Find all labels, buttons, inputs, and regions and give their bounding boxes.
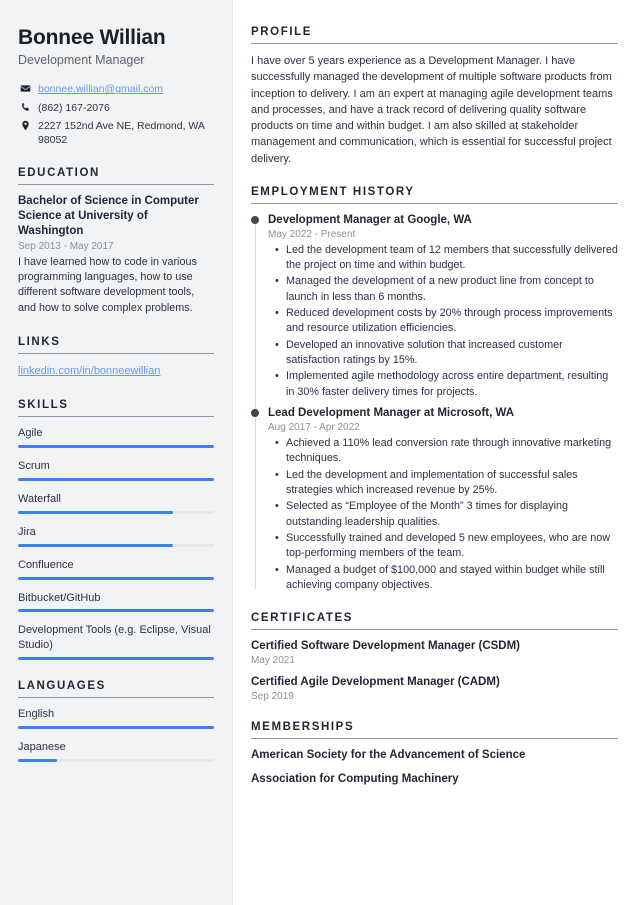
job-bullets xyxy=(268,436,618,593)
candidate-name: Bonnee Willian xyxy=(18,26,166,49)
skill-label: Scrum xyxy=(18,460,50,473)
skill-bar-fill xyxy=(18,445,214,448)
job-bullet: • Selected as “Employee of the Month” 3 times for displaying outstanding leadership qualities. xyxy=(286,499,618,530)
candidate-job-title: Development Manager xyxy=(18,53,145,68)
profile-text: I have over 5 years experience as a Development Manager. I have successfully managed the development of multiple software products from inception to delivery. I am an expert at managing agile development teams and processes, and have a track record of delivering quality software products on time and within budget. I am also skilled at stakeholder management and communication, which is essential for successful project delivery. xyxy=(251,55,613,165)
job-bullet: • Implemented agile methodology across entire department, resulting in 30% faster delivery times for projects. xyxy=(286,369,618,400)
certificate-date: May 2021 xyxy=(251,655,295,667)
skill-item xyxy=(18,623,214,660)
timeline-dot-icon xyxy=(251,409,259,417)
contact-phone xyxy=(18,101,214,115)
languages-heading: LANGUAGES xyxy=(18,680,214,698)
skill-label: Agile xyxy=(18,427,43,440)
skill-label: Waterfall xyxy=(18,493,61,506)
certificate-item xyxy=(251,675,618,702)
certificate-title: Certified Software Development Manager (CSDM) xyxy=(251,640,521,653)
job-bullet: • Led the development team of 12 members that successfully delivered the project on time and within budget. xyxy=(286,243,618,274)
phone-icon xyxy=(18,101,32,113)
links-list xyxy=(18,363,214,380)
skill-item xyxy=(18,459,214,481)
skill-bar-fill xyxy=(18,478,214,481)
profile-heading: PROFILE xyxy=(251,26,618,44)
job-bullet: • Managed a budget of $100,000 and stayed within budget while still achieving company objectives. xyxy=(286,563,618,594)
education-description: I have learned how to code in various programming languages, how to use different software development tools, and how to solve complex problems. xyxy=(18,255,197,314)
education-degree: Bachelor of Science in Computer Science at University of Washington xyxy=(18,195,199,238)
education-section xyxy=(18,167,214,316)
skill-bar-fill xyxy=(18,577,214,580)
job-bullet: • Developed an innovative solution that increased customer satisfaction ratings by 15%. xyxy=(286,338,618,369)
skill-bar-fill xyxy=(18,511,173,514)
language-item xyxy=(18,740,214,762)
employment-timeline xyxy=(251,213,618,593)
skills-section xyxy=(18,399,214,660)
email-value xyxy=(38,82,214,96)
language-bar-fill xyxy=(18,759,57,762)
skill-label: Bitbucket/GitHub xyxy=(18,591,101,604)
languages-section xyxy=(18,680,214,762)
skill-bar-track xyxy=(18,577,214,580)
skill-bar-fill xyxy=(18,544,173,547)
job-bullet: • Successfully trained and developed 5 new employees, who are now top-performing members of the team. xyxy=(286,531,618,562)
education-date: Sep 2013 - May 2017 xyxy=(18,240,114,252)
skill-item xyxy=(18,591,214,613)
skill-label: Jira xyxy=(18,525,36,538)
certificate-date: Sep 2019 xyxy=(251,691,294,703)
phone-value: (862) 167-2076 xyxy=(38,101,110,114)
memberships-heading: MEMBERSHIPS xyxy=(251,721,618,739)
skills-heading: SKILLS xyxy=(18,399,214,417)
language-label: English xyxy=(18,708,55,721)
links-section xyxy=(18,336,214,380)
membership-item: American Society for the Advancement of Science xyxy=(251,749,526,762)
contact-address xyxy=(18,119,214,147)
skill-bar-track xyxy=(18,657,214,660)
skill-item xyxy=(18,492,214,514)
language-item xyxy=(18,707,214,729)
job-role: Lead Development Manager at Microsoft, WA xyxy=(268,407,515,420)
skill-bar-fill xyxy=(18,609,214,612)
memberships-section xyxy=(251,721,618,787)
address-value: 2227 152nd Ave NE, Redmond, WA 98052 xyxy=(38,119,205,146)
skill-bar-track xyxy=(18,609,214,612)
job-bullet: • Led the development and implementation of successful sales strategies which increased revenue by 25%. xyxy=(286,468,618,499)
location-pin-icon xyxy=(18,119,32,131)
education-heading: EDUCATION xyxy=(18,167,214,185)
profile-section xyxy=(251,26,618,167)
skill-bar-track xyxy=(18,445,214,448)
job-bullet: • Managed the development of a new product line from concept to launch in less than 6 months. xyxy=(286,274,618,305)
job-role: Development Manager at Google, WA xyxy=(268,213,472,226)
language-bar-fill xyxy=(18,726,214,729)
links-heading: LINKS xyxy=(18,336,214,354)
sidebar xyxy=(0,0,233,905)
timeline-dot-icon xyxy=(251,216,259,224)
skill-item xyxy=(18,426,214,448)
certificates-section xyxy=(251,612,618,702)
skill-item xyxy=(18,558,214,580)
main-content xyxy=(233,0,640,905)
job-entry xyxy=(251,406,618,593)
skill-bar-fill xyxy=(18,657,214,660)
skill-item xyxy=(18,525,214,547)
envelope-icon xyxy=(18,82,32,94)
membership-item: Association for Computing Machinery xyxy=(251,773,459,786)
job-entry xyxy=(251,213,618,400)
contact-list xyxy=(18,82,214,147)
certificate-title: Certified Agile Development Manager (CADM) xyxy=(251,676,500,689)
language-bar-track xyxy=(18,726,214,729)
skill-bar-track xyxy=(18,478,214,481)
skill-bar-track xyxy=(18,511,214,514)
certificate-item xyxy=(251,639,618,666)
job-bullet: • Achieved a 110% lead conversion rate through innovative marketing techniques. xyxy=(286,436,618,467)
skill-label: Confluence xyxy=(18,558,74,571)
certificates-heading: CERTIFICATES xyxy=(251,612,618,630)
language-label: Japanese xyxy=(18,741,66,753)
employment-heading: EMPLOYMENT HISTORY xyxy=(251,186,618,204)
link-item-linkedin[interactable]: linkedin.com/in/bonneewillian xyxy=(18,364,161,377)
job-date: Aug 2017 - Apr 2022 xyxy=(268,422,360,434)
job-bullets xyxy=(268,243,618,400)
language-bar-track xyxy=(18,759,214,762)
skill-label: Development Tools (e.g. Eclipse, Visual Studio) xyxy=(18,624,211,652)
job-bullet: • Reduced development costs by 20% through process improvements and resource utilization efficiencies. xyxy=(286,306,618,337)
email-link[interactable]: bonnee.willian@gmail.com xyxy=(38,83,164,96)
skill-bar-track xyxy=(18,544,214,547)
employment-section xyxy=(251,186,618,593)
contact-email xyxy=(18,82,214,96)
job-date: May 2022 - Present xyxy=(268,228,356,240)
